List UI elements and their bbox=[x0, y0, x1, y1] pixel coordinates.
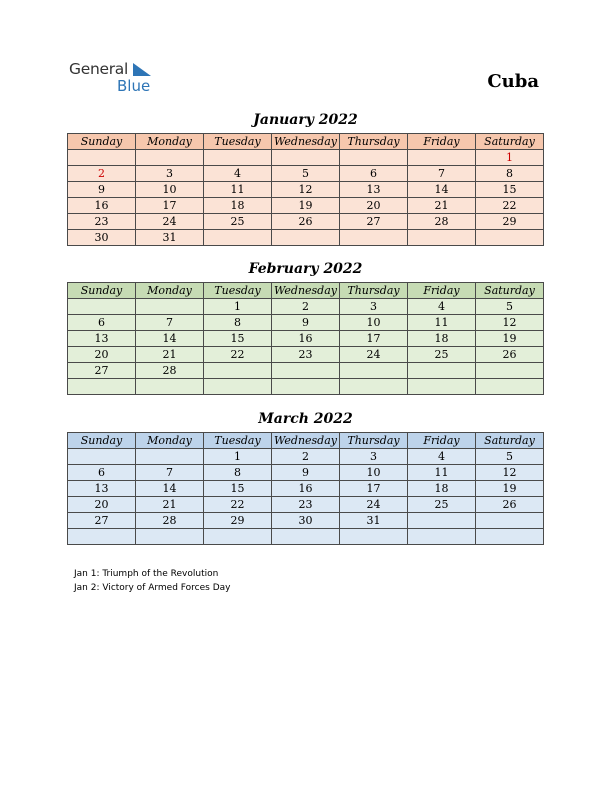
empty-day-cell bbox=[68, 150, 136, 166]
empty-day-cell bbox=[136, 379, 204, 395]
week-row bbox=[68, 150, 544, 166]
day-cell: 22 bbox=[204, 347, 272, 363]
day-cell: 3 bbox=[340, 299, 408, 315]
weekday-header: Tuesday bbox=[204, 283, 272, 299]
day-cell: 8 bbox=[204, 315, 272, 331]
day-cell: 24 bbox=[136, 214, 204, 230]
weekday-header: Saturday bbox=[476, 134, 544, 150]
logo-word-blue: Blue bbox=[117, 77, 151, 95]
empty-day-cell bbox=[340, 230, 408, 246]
day-cell: 16 bbox=[68, 198, 136, 214]
holiday-notes bbox=[74, 567, 230, 595]
empty-day-cell bbox=[68, 529, 136, 545]
weekday-header: Tuesday bbox=[204, 433, 272, 449]
day-cell: 2 bbox=[272, 449, 340, 465]
empty-day-cell bbox=[340, 529, 408, 545]
day-cell: 12 bbox=[476, 465, 544, 481]
day-cell: 27 bbox=[68, 513, 136, 529]
week-row bbox=[68, 379, 544, 395]
weekday-header: Friday bbox=[408, 134, 476, 150]
day-cell: 31 bbox=[136, 230, 204, 246]
day-cell: 15 bbox=[204, 481, 272, 497]
day-cell: 29 bbox=[204, 513, 272, 529]
week-row bbox=[68, 363, 544, 379]
day-cell: 13 bbox=[68, 481, 136, 497]
day-cell: 3 bbox=[136, 166, 204, 182]
empty-day-cell bbox=[476, 529, 544, 545]
holiday-note: Jan 1: Triumph of the Revolution bbox=[74, 569, 219, 579]
empty-day-cell bbox=[476, 363, 544, 379]
weekday-header-row bbox=[68, 283, 544, 299]
logo-triangle-icon bbox=[133, 63, 153, 77]
weekday-header: Wednesday bbox=[272, 134, 340, 150]
logo-word-general: General bbox=[69, 60, 128, 78]
calendar-february bbox=[67, 282, 544, 395]
empty-day-cell bbox=[204, 363, 272, 379]
day-cell: 21 bbox=[136, 347, 204, 363]
day-cell: 23 bbox=[272, 347, 340, 363]
day-cell: 13 bbox=[68, 331, 136, 347]
day-cell: 1 bbox=[204, 449, 272, 465]
day-cell: 11 bbox=[408, 465, 476, 481]
day-cell: 26 bbox=[476, 497, 544, 513]
day-cell: 6 bbox=[340, 166, 408, 182]
month-title-february: February 2022 bbox=[248, 261, 363, 277]
day-cell: 25 bbox=[204, 214, 272, 230]
day-cell: 20 bbox=[68, 347, 136, 363]
day-cell: 18 bbox=[408, 331, 476, 347]
weekday-header: Wednesday bbox=[272, 283, 340, 299]
day-cell: 2 bbox=[68, 166, 136, 182]
empty-day-cell bbox=[136, 299, 204, 315]
day-cell: 20 bbox=[340, 198, 408, 214]
weekday-header: Saturday bbox=[476, 433, 544, 449]
empty-day-cell bbox=[408, 513, 476, 529]
day-cell: 22 bbox=[476, 198, 544, 214]
empty-day-cell bbox=[136, 449, 204, 465]
day-cell: 16 bbox=[272, 481, 340, 497]
day-cell: 6 bbox=[68, 465, 136, 481]
empty-day-cell bbox=[272, 363, 340, 379]
empty-day-cell bbox=[204, 529, 272, 545]
empty-day-cell bbox=[476, 230, 544, 246]
weekday-header: Thursday bbox=[340, 134, 408, 150]
week-row bbox=[68, 481, 544, 497]
weekday-header: Wednesday bbox=[272, 433, 340, 449]
weekday-header: Thursday bbox=[340, 283, 408, 299]
day-cell: 18 bbox=[204, 198, 272, 214]
day-cell: 28 bbox=[136, 513, 204, 529]
day-cell: 25 bbox=[408, 497, 476, 513]
weekday-header: Thursday bbox=[340, 433, 408, 449]
empty-day-cell bbox=[204, 230, 272, 246]
week-row bbox=[68, 230, 544, 246]
empty-day-cell bbox=[340, 379, 408, 395]
day-cell: 16 bbox=[272, 331, 340, 347]
empty-day-cell bbox=[476, 513, 544, 529]
week-row bbox=[68, 331, 544, 347]
day-cell: 11 bbox=[408, 315, 476, 331]
day-cell: 13 bbox=[340, 182, 408, 198]
empty-day-cell bbox=[272, 230, 340, 246]
day-cell: 5 bbox=[476, 299, 544, 315]
empty-day-cell bbox=[68, 299, 136, 315]
day-cell: 19 bbox=[476, 331, 544, 347]
day-cell: 23 bbox=[272, 497, 340, 513]
weekday-header-row bbox=[68, 433, 544, 449]
empty-day-cell bbox=[408, 150, 476, 166]
weekday-header: Sunday bbox=[68, 134, 136, 150]
day-cell: 24 bbox=[340, 497, 408, 513]
day-cell: 27 bbox=[68, 363, 136, 379]
day-cell: 9 bbox=[272, 465, 340, 481]
day-cell: 5 bbox=[272, 166, 340, 182]
day-cell: 14 bbox=[408, 182, 476, 198]
week-row bbox=[68, 166, 544, 182]
day-cell: 7 bbox=[136, 315, 204, 331]
weekday-header: Monday bbox=[136, 283, 204, 299]
day-cell: 25 bbox=[408, 347, 476, 363]
empty-day-cell bbox=[340, 363, 408, 379]
day-cell: 1 bbox=[204, 299, 272, 315]
day-cell: 17 bbox=[340, 481, 408, 497]
weekday-header: Saturday bbox=[476, 283, 544, 299]
week-row bbox=[68, 299, 544, 315]
day-cell: 10 bbox=[340, 465, 408, 481]
calendar-march bbox=[67, 432, 544, 545]
day-cell: 17 bbox=[340, 331, 408, 347]
weekday-header: Monday bbox=[136, 433, 204, 449]
logo bbox=[69, 60, 169, 96]
day-cell: 7 bbox=[408, 166, 476, 182]
day-cell: 23 bbox=[68, 214, 136, 230]
empty-day-cell bbox=[136, 529, 204, 545]
empty-day-cell bbox=[408, 379, 476, 395]
day-cell: 4 bbox=[408, 449, 476, 465]
week-row bbox=[68, 315, 544, 331]
day-cell: 2 bbox=[272, 299, 340, 315]
weekday-header: Sunday bbox=[68, 283, 136, 299]
day-cell: 4 bbox=[408, 299, 476, 315]
week-row bbox=[68, 198, 544, 214]
week-row bbox=[68, 449, 544, 465]
day-cell: 15 bbox=[476, 182, 544, 198]
day-cell: 10 bbox=[136, 182, 204, 198]
empty-day-cell bbox=[272, 150, 340, 166]
weekday-header-row bbox=[68, 134, 544, 150]
day-cell: 5 bbox=[476, 449, 544, 465]
empty-day-cell bbox=[204, 379, 272, 395]
day-cell: 9 bbox=[272, 315, 340, 331]
day-cell: 19 bbox=[272, 198, 340, 214]
day-cell: 10 bbox=[340, 315, 408, 331]
day-cell: 20 bbox=[68, 497, 136, 513]
day-cell: 14 bbox=[136, 481, 204, 497]
day-cell: 21 bbox=[408, 198, 476, 214]
day-cell: 26 bbox=[272, 214, 340, 230]
day-cell: 30 bbox=[272, 513, 340, 529]
day-cell: 27 bbox=[340, 214, 408, 230]
day-cell: 28 bbox=[408, 214, 476, 230]
empty-day-cell bbox=[136, 150, 204, 166]
empty-day-cell bbox=[204, 150, 272, 166]
day-cell: 3 bbox=[340, 449, 408, 465]
day-cell: 21 bbox=[136, 497, 204, 513]
day-cell: 8 bbox=[204, 465, 272, 481]
empty-day-cell bbox=[408, 363, 476, 379]
day-cell: 18 bbox=[408, 481, 476, 497]
day-cell: 30 bbox=[68, 230, 136, 246]
week-row bbox=[68, 513, 544, 529]
weekday-header: Tuesday bbox=[204, 134, 272, 150]
weekday-header: Friday bbox=[408, 283, 476, 299]
day-cell: 14 bbox=[136, 331, 204, 347]
day-cell: 6 bbox=[68, 315, 136, 331]
empty-day-cell bbox=[68, 379, 136, 395]
day-cell: 7 bbox=[136, 465, 204, 481]
week-row bbox=[68, 214, 544, 230]
weekday-header: Friday bbox=[408, 433, 476, 449]
day-cell: 22 bbox=[204, 497, 272, 513]
week-row bbox=[68, 347, 544, 363]
empty-day-cell bbox=[408, 529, 476, 545]
month-title-march: March 2022 bbox=[258, 411, 353, 427]
empty-day-cell bbox=[272, 529, 340, 545]
country-name: Cuba bbox=[487, 71, 539, 92]
week-row bbox=[68, 465, 544, 481]
day-cell: 31 bbox=[340, 513, 408, 529]
day-cell: 12 bbox=[272, 182, 340, 198]
day-cell: 24 bbox=[340, 347, 408, 363]
day-cell: 12 bbox=[476, 315, 544, 331]
day-cell: 4 bbox=[204, 166, 272, 182]
day-cell: 28 bbox=[136, 363, 204, 379]
empty-day-cell bbox=[272, 379, 340, 395]
day-cell: 29 bbox=[476, 214, 544, 230]
empty-day-cell bbox=[408, 230, 476, 246]
day-cell: 17 bbox=[136, 198, 204, 214]
day-cell: 9 bbox=[68, 182, 136, 198]
day-cell: 26 bbox=[476, 347, 544, 363]
day-cell: 15 bbox=[204, 331, 272, 347]
day-cell: 11 bbox=[204, 182, 272, 198]
day-cell: 8 bbox=[476, 166, 544, 182]
empty-day-cell bbox=[340, 150, 408, 166]
empty-day-cell bbox=[476, 379, 544, 395]
day-cell: 19 bbox=[476, 481, 544, 497]
month-title-january: January 2022 bbox=[253, 112, 358, 128]
weekday-header: Monday bbox=[136, 134, 204, 150]
empty-day-cell bbox=[68, 449, 136, 465]
week-row bbox=[68, 497, 544, 513]
week-row bbox=[68, 529, 544, 545]
calendar-january bbox=[67, 133, 544, 246]
day-cell: 1 bbox=[476, 150, 544, 166]
holiday-note: Jan 2: Victory of Armed Forces Day bbox=[74, 583, 231, 593]
week-row bbox=[68, 182, 544, 198]
weekday-header: Sunday bbox=[68, 433, 136, 449]
